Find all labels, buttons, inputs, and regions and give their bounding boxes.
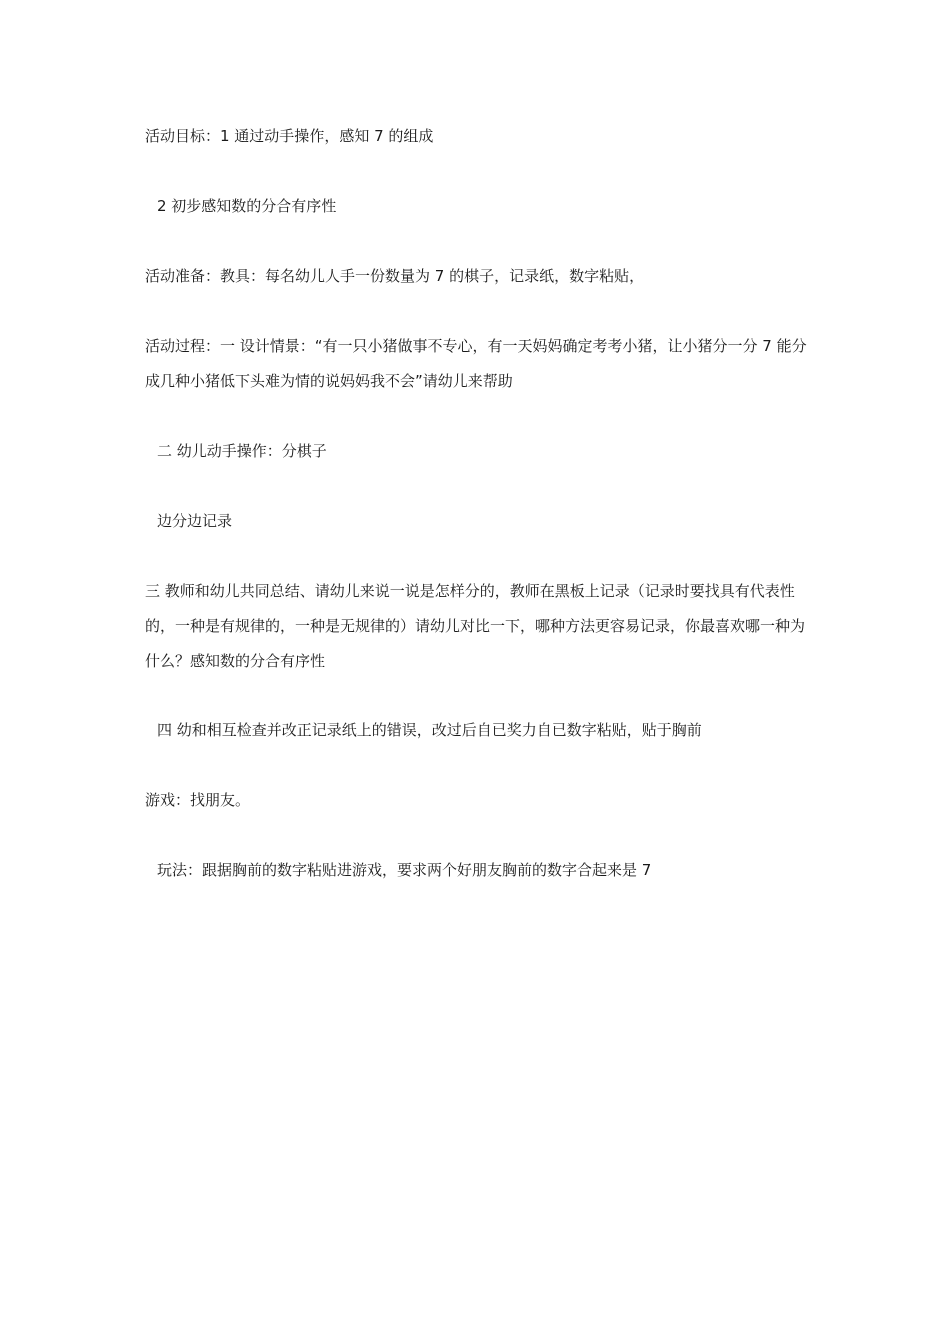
paragraph-process-3: 三 教师和幼儿共同总结、请幼儿来说一说是怎样分的，教师在黑板上记录（记录时要找具有代表性的，一种是有规律的，一种是无规律的）请幼儿对比一下，哪种方法更容易记录，你最喜欢哪一种为什么？感知数的分合有序性 [145, 582, 806, 670]
paragraph-process-4: 四 幼和相互检查并改正记录纸上的错误，改过后自已奖力自已数字粘贴，贴于胸前 [157, 721, 702, 739]
paragraph-activity-goal: 活动目标：1 通过动手操作，感知 7 的组成 [145, 127, 434, 145]
paragraph-game-rules: 玩法：跟据胸前的数字粘贴进游戏，要求两个好朋友胸前的数字合起来是 7 [157, 861, 652, 879]
paragraph-process-2: 二 幼儿动手操作：分棋子 [157, 442, 327, 460]
paragraph-process-1: 活动过程：一 设计情景：“有一只小猪做事不专心，有一天妈妈确定考考小猪，让小猪分一分 7 能分成几种小猪低下头难为情的说妈妈我不会”请幼儿来帮助 [145, 337, 807, 390]
paragraph-preparation: 活动准备：教具：每名幼儿人手一份数量为 7 的棋子，记录纸，数字粘贴， [145, 267, 645, 285]
paragraph-goal-2: 2 初步感知数的分合有序性 [157, 197, 337, 215]
paragraph-record: 边分边记录 [157, 512, 233, 530]
paragraph-game: 游戏：找朋友。 [145, 791, 251, 809]
